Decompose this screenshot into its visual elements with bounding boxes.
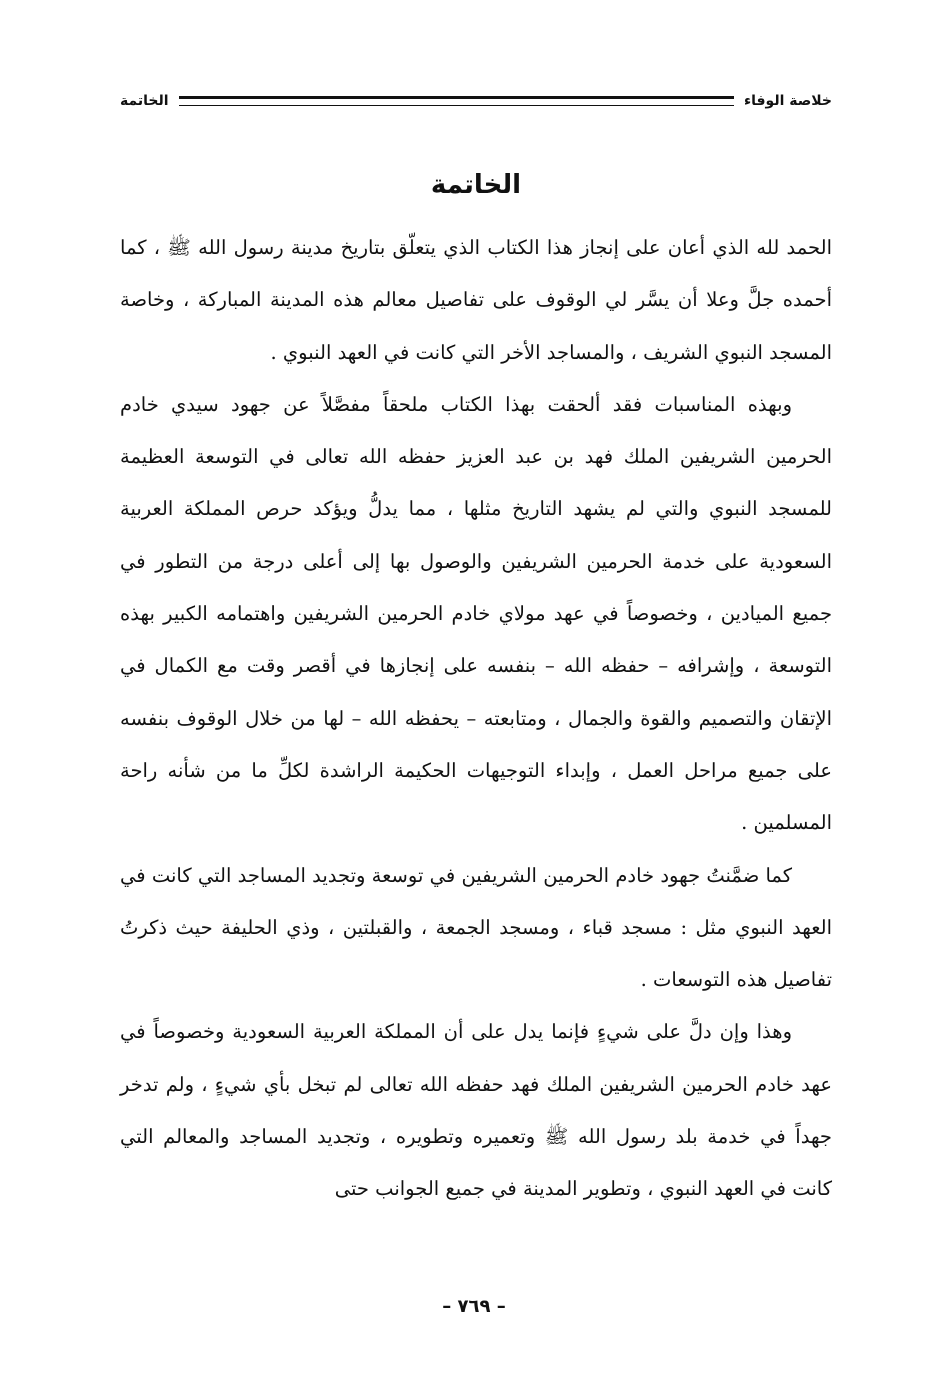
header-book-title: خلاصة الوفاء — [743, 93, 832, 109]
paragraph-4: وهذا وإن دلَّ على شيءٍ فإنما يدل على أن المملكة العربية السعودية وخصوصاً في عهد خادم الحرمين الشريفين الملك فهد حفظه الله تعالى لم تبخل بأي شيءٍ ، ولم تدخر جهداً في خدمة بلد رسول الله ﷺ وتعميره وتطويره ، وتجديد المساجد والمعالم التي كانت في العهد النبوي ، وتطوير المدينة في جميع الجوانب حتى — [120, 1020, 832, 1201]
paragraph-2: وبهذه المناسبات فقد ألحقت بهذا الكتاب ملحقاً مفصَّلاً عن جهود سيدي خادم الحرمين الشريفين الملك فهد بن عبد العزيز حفظه الله تعالى في التوسعة العظيمة للمسجد النبوي والتي لم يشهد التاريخ مثلها ، مما يدلُّ ويؤكد حرص المملكة العربية السعودية على خدمة الحرمين الشريفين والوصول بها إلى أعلى درجة من التطور في جميع الميادين ، وخصوصاً في عهد مولاي خادم الحرمين الشريفين واهتمامه الكبير بهذه التوسعة ، وإشرافه – حفظه الله – بنفسه على إنجازها في أقصر وقت مع الكمال في الإتقان والتصميم والقوة والجمال ، ومتابعته – يحفظه الله – لها من خلال الوقوف بنفسه على جميع مراحل العمل ، وإبداء التوجيهات الحكيمة الراشدة لكلِّ ما من شأنه راحة المسلمين . — [120, 392, 832, 835]
body-text — [120, 222, 832, 1216]
page-number: – ٧٦٩ – — [442, 1296, 506, 1317]
chapter-title: الخاتمة — [430, 170, 522, 200]
header-rule — [179, 96, 734, 106]
running-header — [120, 88, 832, 114]
header-section-title: الخاتمة — [120, 93, 169, 109]
paragraph-1: الحمد لله الذي أعان على إنجاز هذا الكتاب الذي يتعلّق بتاريخ مدينة رسول الله ﷺ ، كما أحمده جلَّ وعلا أن يسَّر لي الوقوف على تفاصيل معالم هذه المدينة المباركة ، وخاصة المسجد النبوي الشريف ، والمساجد الأخر التي كانت في العهد النبوي . — [120, 236, 832, 364]
paragraph-3: كما ضمَّنتُ جهود خادم الحرمين الشريفين في توسعة وتجديد المساجد التي كانت في العهد النبوي مثل : مسجد قباء ، ومسجد الجمعة ، والقبلتين ، وذي الحليفة حيث ذكرتُ تفاصيل هذه التوسعات . — [120, 863, 832, 992]
